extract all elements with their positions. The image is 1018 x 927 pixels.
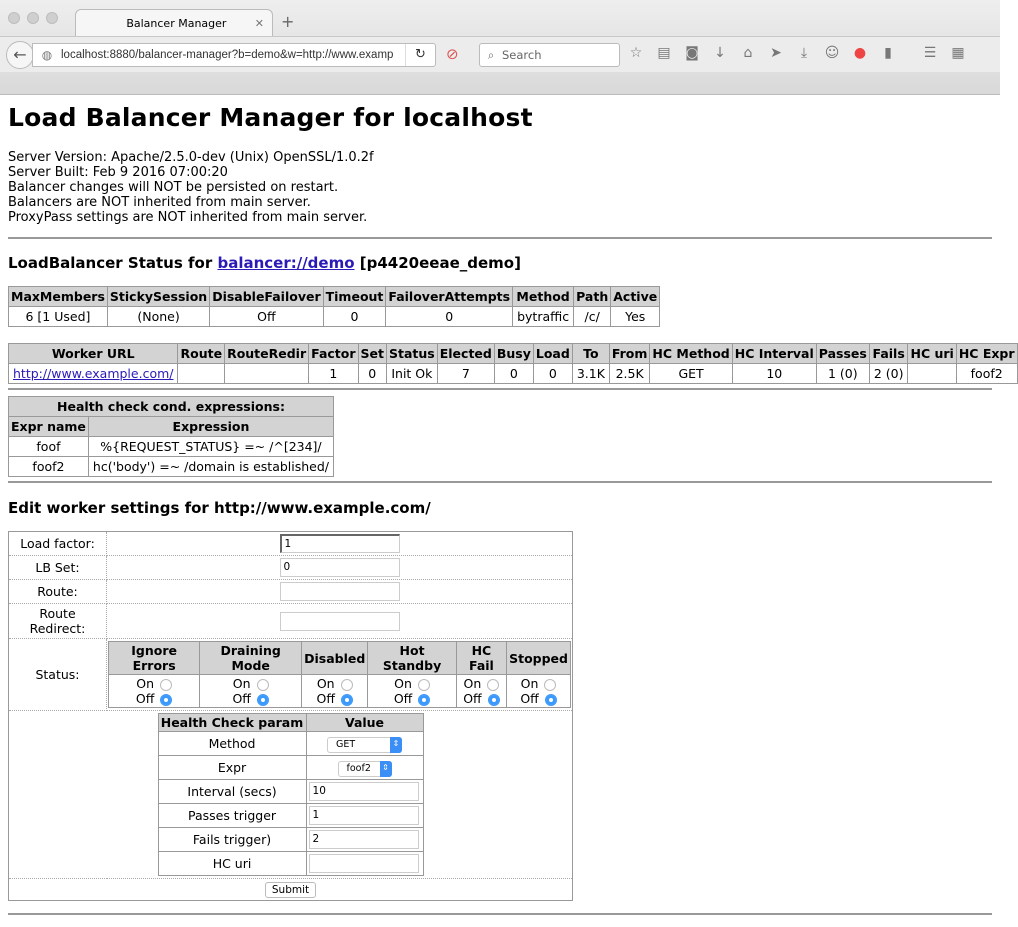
url-text: localhost:8880/balancer-manager?b=demo&w=http://www.examp	[61, 49, 394, 61]
lb-prefix: LoadBalancer Status for	[8, 254, 218, 272]
off-radio[interactable]	[418, 694, 430, 706]
divider	[8, 481, 992, 483]
col-header: StickySession	[107, 287, 209, 307]
page-content	[0, 103, 1015, 915]
info-line: ProxyPass settings are NOT inherited from main server.	[8, 210, 368, 225]
col-header: From	[609, 344, 650, 364]
send-icon[interactable]: ➤	[770, 45, 782, 61]
status-label: Status:	[9, 639, 107, 711]
col-header: Path	[574, 287, 611, 307]
col-header: HC Expr	[956, 344, 1017, 364]
search-placeholder: Search	[502, 48, 542, 62]
hc-expr-select[interactable]	[338, 761, 392, 777]
status-flag-radios	[200, 675, 302, 708]
table-row	[9, 457, 334, 477]
server-info	[8, 150, 992, 225]
on-label: On	[316, 676, 335, 691]
on-label: On	[232, 676, 251, 691]
server-version: Server Version: Apache/2.5.0-dev (Unix) OpenSSL/1.0.2f	[8, 150, 374, 165]
col-header: Busy	[494, 344, 533, 364]
status-flags-table	[108, 641, 571, 708]
status-flag-header: Stopped	[507, 642, 571, 675]
worker-url-link[interactable]: http://www.example.com/	[13, 366, 174, 381]
table-cell	[178, 364, 225, 384]
status-flag-header: Ignore Errors	[109, 642, 200, 675]
hc-method-label: Method	[158, 732, 306, 756]
status-flag-radios	[109, 675, 200, 708]
col-header: Set	[358, 344, 386, 364]
on-label: On	[520, 676, 539, 691]
reading-list-icon[interactable]: ▤	[657, 45, 671, 61]
edit-worker-form	[8, 531, 573, 901]
col-header: MaxMembers	[9, 287, 108, 307]
on-radio[interactable]	[544, 679, 556, 691]
status-flag-header: HC Fail	[456, 642, 506, 675]
hc-fails-label: Fails trigger)	[158, 828, 306, 852]
url-bar[interactable]	[32, 43, 436, 67]
status-flag-header: Disabled	[302, 642, 368, 675]
table-cell: 10	[732, 364, 816, 384]
expr-value: %{REQUEST_STATUS} =~ /^[234]/	[88, 437, 333, 457]
col-header: Timeout	[323, 287, 386, 307]
menu-icon[interactable]: ☰	[923, 45, 937, 61]
chat-icon[interactable]: ☺	[824, 45, 840, 61]
on-radio[interactable]	[160, 679, 172, 691]
on-radio[interactable]	[418, 679, 430, 691]
col-header: Expression	[88, 417, 333, 437]
table-cell	[908, 364, 956, 384]
hc-uri-label: HC uri	[158, 852, 306, 876]
blocker-icon[interactable]: ⊘	[446, 45, 459, 63]
col-header: HC uri	[908, 344, 956, 364]
info-line: Balancer changes will NOT be persisted on restart.	[8, 180, 339, 195]
on-radio[interactable]	[257, 679, 269, 691]
status-flag-radios	[456, 675, 506, 708]
status-flag-radios	[302, 675, 368, 708]
divider	[8, 913, 992, 915]
table-cell: 0	[323, 307, 386, 327]
table-cell: 1	[309, 364, 358, 384]
col-header: DisableFailover	[210, 287, 323, 307]
col-header: Health Check param	[158, 714, 306, 732]
col-header: Active	[611, 287, 660, 307]
table-cell: 2.5K	[609, 364, 650, 384]
status-flag-radios	[368, 675, 456, 708]
off-radio[interactable]	[257, 694, 269, 706]
table-cell: 6 [1 Used]	[9, 307, 108, 327]
table-cell: Yes	[611, 307, 660, 327]
hc-expr-value: foof2	[346, 762, 371, 774]
clipboard-icon[interactable]: ▮	[884, 45, 892, 61]
table-cell: (None)	[107, 307, 209, 327]
hc-expr-label: Expr	[158, 756, 306, 780]
browser-tab[interactable]	[75, 9, 273, 36]
bookmark-star-icon[interactable]: ☆	[629, 45, 643, 61]
search-input[interactable]	[479, 43, 620, 67]
col-header: Route	[178, 344, 225, 364]
col-header: Expr name	[9, 417, 89, 437]
route-label: Route:	[9, 580, 107, 604]
lbset-label: LB Set:	[9, 556, 107, 580]
col-header: Passes	[816, 344, 869, 364]
nav-toolbar	[0, 36, 1000, 72]
load-factor-label: Load factor:	[9, 532, 107, 556]
on-label: On	[463, 676, 482, 691]
off-radio[interactable]	[341, 694, 353, 706]
col-header: To	[572, 344, 609, 364]
table-cell: Init Ok	[387, 364, 438, 384]
info-line: Balancers are NOT inherited from main server.	[8, 195, 311, 210]
lb-suffix: [p4420eeae_demo]	[354, 254, 521, 272]
off-label: Off	[316, 691, 335, 706]
table-cell: /c/	[574, 307, 611, 327]
status-flag-header: Draining Mode	[200, 642, 302, 675]
expr-name: foof	[9, 437, 89, 457]
balancer-table	[8, 286, 660, 327]
table-cell: GET	[650, 364, 732, 384]
hc-interval-label: Interval (secs)	[158, 780, 306, 804]
off-label: Off	[520, 691, 539, 706]
off-label: Off	[135, 691, 155, 706]
off-label: Off	[393, 691, 413, 706]
new-tab-icon[interactable]: +	[281, 12, 295, 31]
worker-table	[8, 343, 1018, 384]
col-header: Method	[513, 287, 574, 307]
col-header: Status	[387, 344, 438, 364]
divider	[8, 237, 992, 239]
tab-title: Balancer Manager	[126, 17, 227, 30]
submit-button[interactable]: Submit	[265, 882, 316, 898]
col-header: Elected	[437, 344, 494, 364]
table-cell: bytraffic	[513, 307, 574, 327]
table-cell: 3.1K	[572, 364, 609, 384]
table-cell: 7	[437, 364, 494, 384]
page-title: Load Balancer Manager for localhost	[8, 103, 533, 132]
edit-heading: Edit worker settings for http://www.example.com/	[8, 499, 431, 517]
table-cell: 0	[494, 364, 533, 384]
hc-uri-input[interactable]	[309, 854, 419, 873]
expr-caption: Health check cond. expressions:	[9, 397, 334, 417]
table-row	[9, 364, 1018, 384]
on-label: On	[136, 676, 154, 691]
lb-status-heading	[8, 254, 992, 272]
on-radio[interactable]	[341, 679, 353, 691]
col-header: Value	[306, 714, 423, 732]
back-icon[interactable]: ←	[6, 41, 34, 69]
hc-method-select[interactable]	[327, 737, 402, 753]
route-input[interactable]	[280, 582, 400, 601]
col-header: Fails	[869, 344, 908, 364]
hc-method-value: GET	[336, 738, 356, 750]
status-flag-header: Hot Standby	[368, 642, 456, 675]
search-icon: ⌕	[487, 48, 495, 62]
expr-value: hc('body') =~ /domain is established/	[88, 457, 333, 477]
table-cell: 0	[358, 364, 386, 384]
hc-interval-input[interactable]: 10	[309, 782, 419, 801]
pocket-icon[interactable]: ◙	[685, 45, 699, 61]
table-cell: foof2	[956, 364, 1017, 384]
toolbar-icons	[628, 45, 966, 61]
download-icon[interactable]: ↓	[714, 45, 726, 61]
table-row	[9, 437, 334, 457]
expr-name: foof2	[9, 457, 89, 477]
table-row	[9, 307, 660, 327]
load-factor-input[interactable]: 1	[280, 534, 400, 553]
col-header: Load	[533, 344, 572, 364]
off-radio[interactable]	[488, 694, 500, 706]
table-cell: 0	[386, 307, 513, 327]
col-header: FailoverAttempts	[386, 287, 513, 307]
globe-icon: ◍	[41, 48, 53, 62]
off-radio[interactable]	[160, 694, 172, 706]
status-flag-radios	[507, 675, 571, 708]
route-redirect-input[interactable]	[280, 612, 400, 631]
expr-table	[8, 396, 334, 477]
table-cell: 2 (0)	[869, 364, 908, 384]
select-arrow-icon: ⇕	[380, 761, 392, 777]
table-cell: 0	[533, 364, 572, 384]
table-cell: 1 (0)	[816, 364, 869, 384]
col-header: Factor	[309, 344, 358, 364]
on-radio[interactable]	[487, 679, 499, 691]
select-arrow-icon: ⇕	[390, 737, 402, 753]
col-header: RouteRedir	[225, 344, 309, 364]
extension-icon[interactable]: ●	[853, 45, 867, 61]
divider	[8, 388, 992, 390]
col-header: HC Method	[650, 344, 732, 364]
home-icon[interactable]: ⌂	[743, 45, 753, 61]
table-cell	[225, 364, 309, 384]
hc-fails-input[interactable]: 2	[309, 830, 419, 849]
off-label: Off	[232, 691, 251, 706]
save-icon[interactable]: ⤓	[800, 45, 808, 61]
browser-chrome	[0, 0, 1000, 95]
lbset-input[interactable]: 0	[280, 558, 400, 577]
sidebar-icon[interactable]: ▦	[951, 45, 965, 61]
close-tab-icon[interactable]: ✕	[254, 17, 264, 30]
health-check-table	[158, 713, 424, 876]
col-header: HC Interval	[732, 344, 816, 364]
server-built: Server Built: Feb 9 2016 07:00:20	[8, 165, 228, 180]
col-header: Worker URL	[9, 344, 178, 364]
window-controls[interactable]	[8, 12, 58, 24]
reload-icon[interactable]: ↻	[405, 44, 435, 66]
on-label: On	[394, 676, 412, 691]
hc-passes-label: Passes trigger	[158, 804, 306, 828]
balancer-link[interactable]: balancer://demo	[217, 254, 355, 272]
off-label: Off	[463, 691, 482, 706]
route-redirect-label: Route Redirect:	[9, 604, 107, 639]
table-cell: Off	[210, 307, 323, 327]
table-cell	[9, 364, 178, 384]
off-radio[interactable]	[545, 694, 557, 706]
hc-passes-input[interactable]: 1	[309, 806, 419, 825]
